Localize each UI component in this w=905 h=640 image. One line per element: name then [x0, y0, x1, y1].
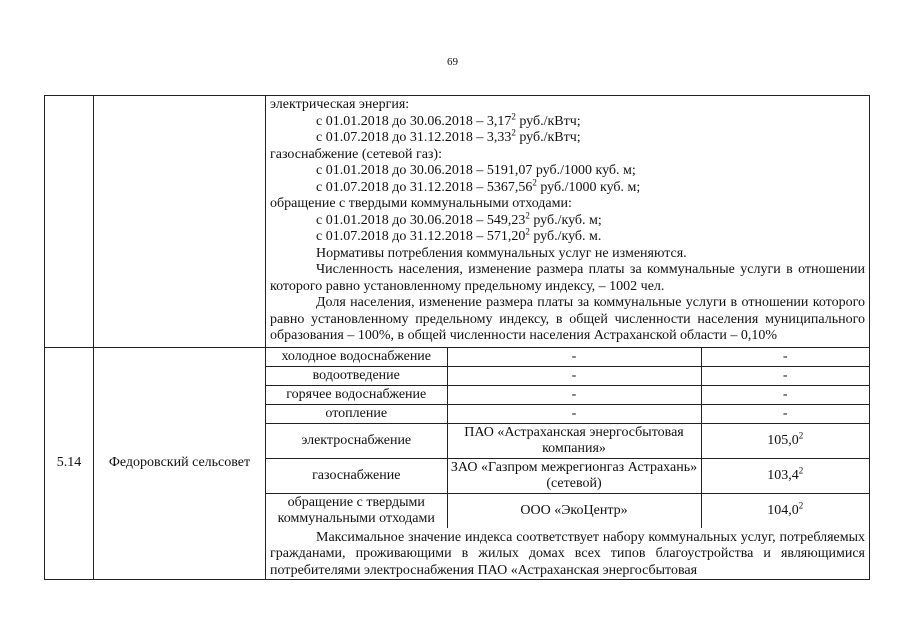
- service-name: обращение с твердыми коммунальными отходами: [266, 493, 447, 528]
- service-name: отопление: [266, 404, 447, 423]
- service-row: [266, 493, 869, 528]
- service-index: 104,0$^2$: [701, 493, 869, 528]
- services-subtable: [266, 348, 869, 528]
- services-cell: [266, 347, 870, 580]
- service-index: 105,0$^2$: [701, 423, 869, 458]
- line-gas-h1: с 01.01.2018 до 30.06.2018 – 5191,07 руб./1000 куб. м;: [316, 163, 636, 178]
- line-waste-h2: с 01.07.2018 до 31.12.2018 – 571,20$^2$ руб./куб. м.: [316, 226, 602, 244]
- name-cell: [94, 96, 266, 348]
- service-index: -: [701, 348, 869, 367]
- service-provider: -: [447, 385, 701, 404]
- service-provider: -: [447, 404, 701, 423]
- line-waste-heading: обращение с твердыми коммунальными отходами:: [270, 196, 572, 211]
- line-electricity-h1: с 01.01.2018 до 30.06.2018 – 3,17$^2$ руб./кВтч;: [316, 110, 581, 129]
- line-electricity-h2: с 01.07.2018 до 31.12.2018 – 3,33$^2$ руб./кВтч;: [316, 127, 581, 145]
- tariff-table: [44, 95, 870, 580]
- service-row: [266, 423, 869, 458]
- footer-paragraph: [266, 528, 869, 580]
- footer-text: Максимальное значение индекса соответствует набору коммунальных услуг, потребляемых гражданами, проживающими в жилых домах всех типов благоустройства и являющимися потребителями электроснабжения ПАО «Астраханская энергосбытовая: [270, 529, 865, 578]
- service-index: -: [701, 385, 869, 404]
- table-row-continuation: [45, 96, 870, 348]
- service-row: [266, 366, 869, 385]
- service-row: [266, 348, 869, 367]
- paragraph-share: Доля населения, изменение размера платы за коммунальные услуги в отношении которого равно установленному предельному индексу, в общей численности населения муниципального образования – 100%, в общей численности населения Астраханской области – 0,10%: [270, 295, 865, 343]
- service-name: холодное водоснабжение: [266, 348, 447, 367]
- table-row-5-14: [45, 347, 870, 580]
- service-index: -: [701, 366, 869, 385]
- row-number: 5.14: [45, 347, 94, 580]
- paragraph-population: Численность населения, изменение размера платы за коммунальные услуги в отношении которого равно установленному предельному индексу, – 1002 чел.: [270, 262, 865, 294]
- line-waste-h1: с 01.01.2018 до 30.06.2018 – 549,23$^2$ руб./куб. м;: [316, 209, 602, 228]
- line-electricity-heading: электрическая энергия:: [270, 97, 410, 112]
- service-index: 103,4$^2$: [701, 458, 869, 493]
- service-name: газоснабжение: [266, 458, 447, 493]
- service-row: [266, 385, 869, 404]
- page-number: 69: [447, 56, 458, 68]
- service-provider: -: [447, 348, 701, 367]
- paragraph-norms: Нормативы потребления коммунальных услуг не изменяются.: [316, 245, 687, 261]
- service-provider: -: [447, 366, 701, 385]
- service-provider: ЗАО «Газпром межрегионгаз Астрахань» (сетевой): [447, 458, 701, 493]
- number-cell: [45, 96, 94, 348]
- service-provider: ПАО «Астраханская энергосбытовая компания»: [447, 423, 701, 458]
- tariffs-cell: [266, 96, 870, 348]
- service-name: электроснабжение: [266, 423, 447, 458]
- service-index: -: [701, 404, 869, 423]
- line-gas-heading: газоснабжение (сетевой газ):: [270, 146, 442, 162]
- municipality-name: Федоровский сельсовет: [94, 347, 266, 580]
- line-gas-h2: с 01.07.2018 до 31.12.2018 – 5367,56$^2$ руб./1000 куб. м;: [316, 176, 641, 195]
- service-name: водоотведение: [266, 366, 447, 385]
- service-row: [266, 458, 869, 493]
- service-row: [266, 404, 869, 423]
- service-name: горячее водоснабжение: [266, 385, 447, 404]
- service-provider: ООО «ЭкоЦентр»: [447, 493, 701, 528]
